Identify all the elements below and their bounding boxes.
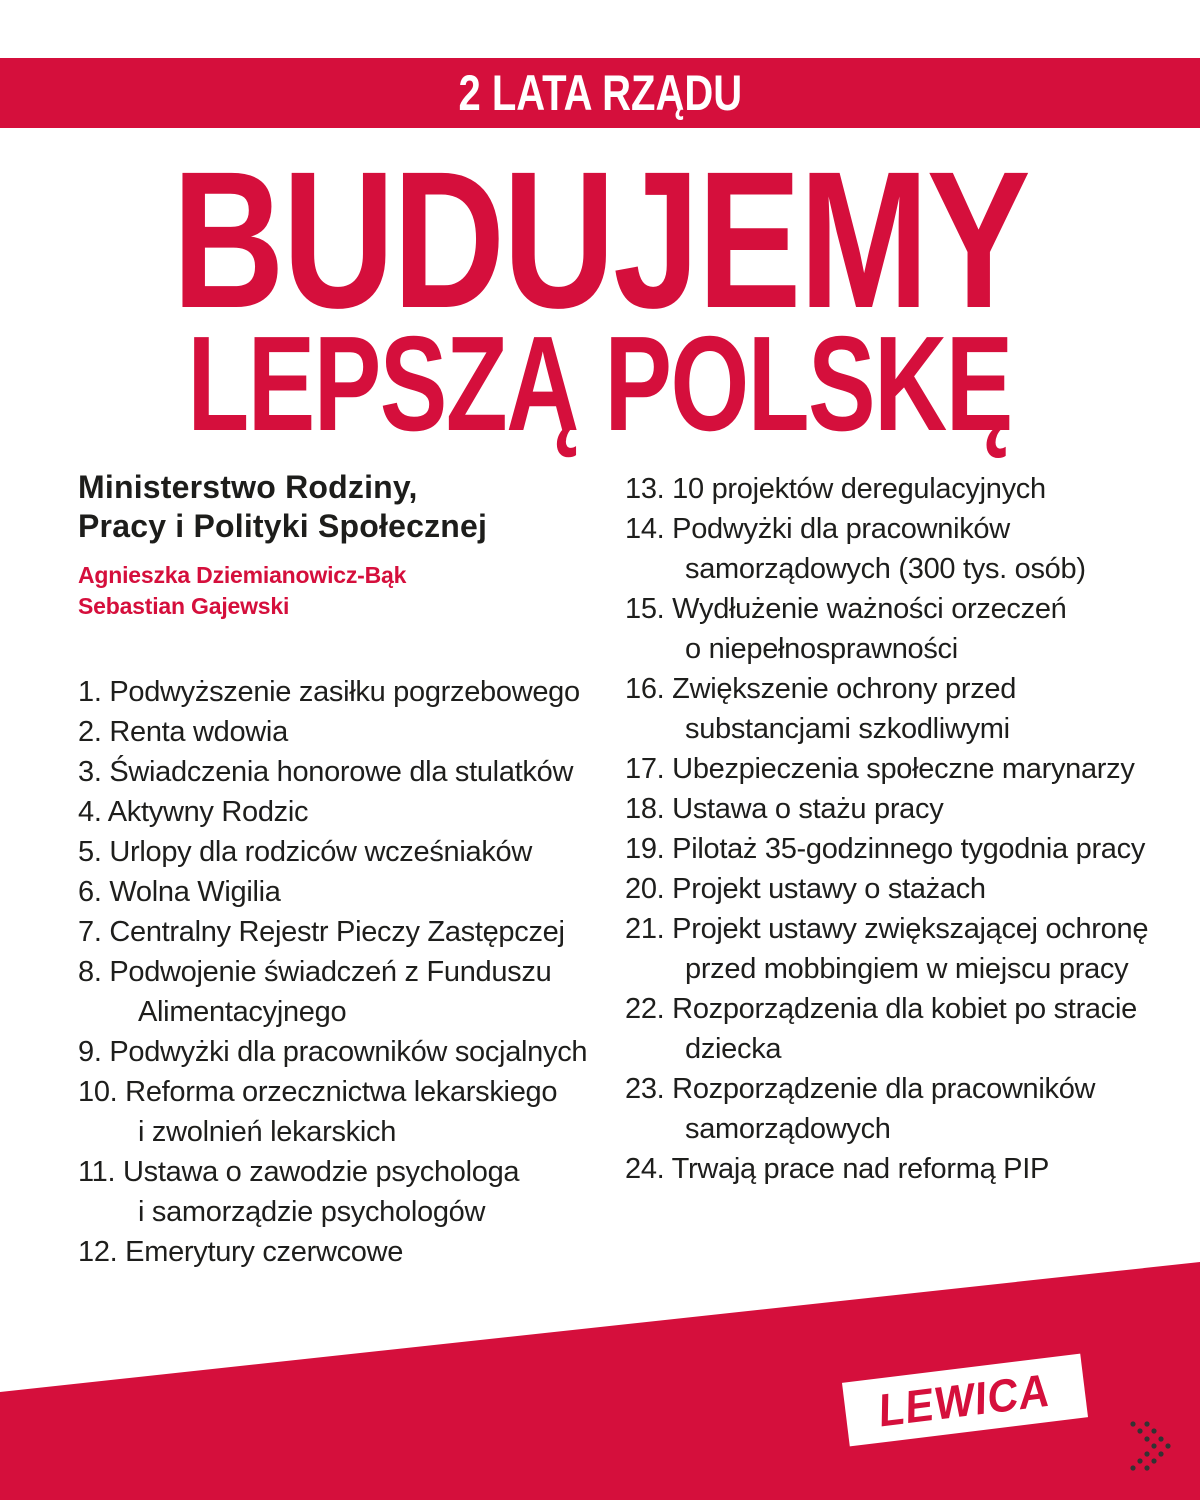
list-item: 19. Pilotaż 35-godzinnego tygodnia pracy (625, 833, 1146, 865)
list-item: 16. Zwiększenie ochrony przed substancjami szkodliwymi (625, 673, 1017, 745)
list-item: 8. Podwojenie świadczeń z Funduszu Alimentacyjnego (78, 956, 552, 1028)
list-item: 17. Ubezpieczenia społeczne marynarzy (625, 753, 1135, 785)
list-item: 9. Podwyżki dla pracowników socjalnych (78, 1036, 588, 1068)
list-item: 5. Urlopy dla rodziców wcześniaków (78, 836, 532, 868)
main-title-line2 (0, 308, 1200, 459)
ministry-block (78, 468, 623, 622)
list-item: 21. Projekt ustawy zwiększającej ochronę przed mobbingiem w miejscu pracy (625, 913, 1149, 985)
list-item: 22. Rozporządzenia dla kobiet po stracie dziecka (625, 993, 1137, 1065)
list-item: 7. Centralny Rejestr Pieczy Zastępczej (78, 916, 565, 948)
minister-name: Sebastian Gajewski (78, 593, 290, 619)
list-item: 24. Trwają prace nad reformą PIP (625, 1153, 1049, 1185)
list-item: 13. 10 projektów deregulacyjnych (625, 473, 1046, 505)
lewica-logo-text: LEWICA (878, 1363, 1052, 1437)
minister-name: Agnieszka Dziemianowicz-Bąk (78, 562, 407, 588)
list-item: 18. Ustawa o stażu pracy (625, 793, 944, 825)
list-item: 14. Podwyżki dla pracowników samorządowych (300 tys. osób) (625, 513, 1086, 585)
list-item: 10. Reforma orzecznictwa lekarskiego i zwolnień lekarskich (78, 1076, 558, 1148)
list-item: 11. Ustawa o zawodzie psychologa i samorządzie psychologów (78, 1156, 520, 1228)
list-item: 12. Emerytury czerwcowe (78, 1236, 404, 1268)
list-item: 23. Rozporządzenie dla pracowników samorządowych (625, 1073, 1096, 1145)
main-title-line1-text: BUDUJEMY (171, 131, 1029, 349)
banner-label: 2 LATA RZĄDU (458, 65, 742, 121)
list-item: 20. Projekt ustawy o stażach (625, 873, 986, 905)
list-item: 1. Podwyższenie zasiłku pogrzebowego (78, 676, 580, 708)
list-item: 6. Wolna Wigilia (78, 876, 281, 908)
list-item: 2. Renta wdowia (78, 716, 288, 748)
ministry-name-line1: Ministerstwo Rodziny, (78, 469, 418, 505)
list-item: 15. Wydłużenie ważności orzeczeń o niepełnosprawności (625, 593, 1067, 665)
achievements-list-right (625, 469, 1185, 1189)
list-item: 3. Świadczenia honorowe dla stulatków (78, 756, 574, 788)
dots-chevron-icon (1125, 1418, 1173, 1474)
list-item: 4. Aktywny Rodzic (78, 796, 309, 828)
ministry-name-line2: Pracy i Polityki Społecznej (78, 508, 488, 544)
achievements-list-left (78, 672, 623, 1272)
main-title-line2-text: LEPSZĄ POLSKĘ (187, 308, 1013, 459)
top-banner (0, 58, 1200, 128)
